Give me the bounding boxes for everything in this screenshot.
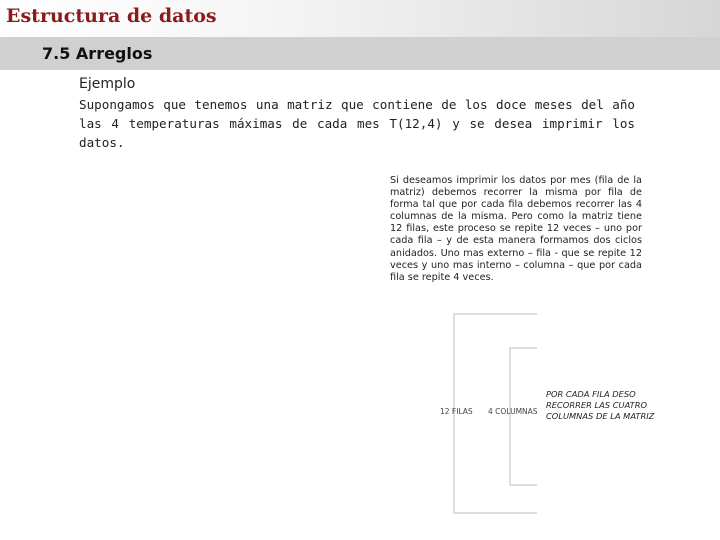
subtitle-bar	[0, 37, 720, 70]
slide-title: Estructura de datos	[6, 5, 217, 27]
example-label: Ejemplo	[79, 76, 136, 92]
diagram-note: POR CADA FILA DESO RECORRER LAS CUATRO COLUMNAS DE LA MATRIZ	[546, 389, 655, 421]
inner-bracket	[510, 348, 537, 485]
intro-paragraph: Supongamos que tenemos una matriz que contiene de los doce meses del año las 4 temperaturas máximas de cada mes T(12,4) y se desea imprimir los datos.	[79, 97, 635, 150]
explanation-paragraph: Si deseamos imprimir los datos por mes (fila de la matriz) debemos recorrer la misma por fila de forma tal que por cada fila debemos recorrer las 4 columnas de la misma. Pero como la matriz tiene 12 filas, este proceso se repite 12 veces – uno por cada fila – y de esta manera formamos dos ciclos anidados. Uno mas externo – fila - que se repite 12 veces y uno mas interno – columna – que por cada fila se repite 4 veces.	[390, 175, 642, 283]
section-heading: 7.5 Arreglos	[42, 44, 153, 63]
title-bar	[0, 0, 720, 37]
outer-loop-label: 12 FILAS	[440, 407, 473, 416]
inner-loop-label: 4 COLUMNAS	[488, 407, 538, 416]
